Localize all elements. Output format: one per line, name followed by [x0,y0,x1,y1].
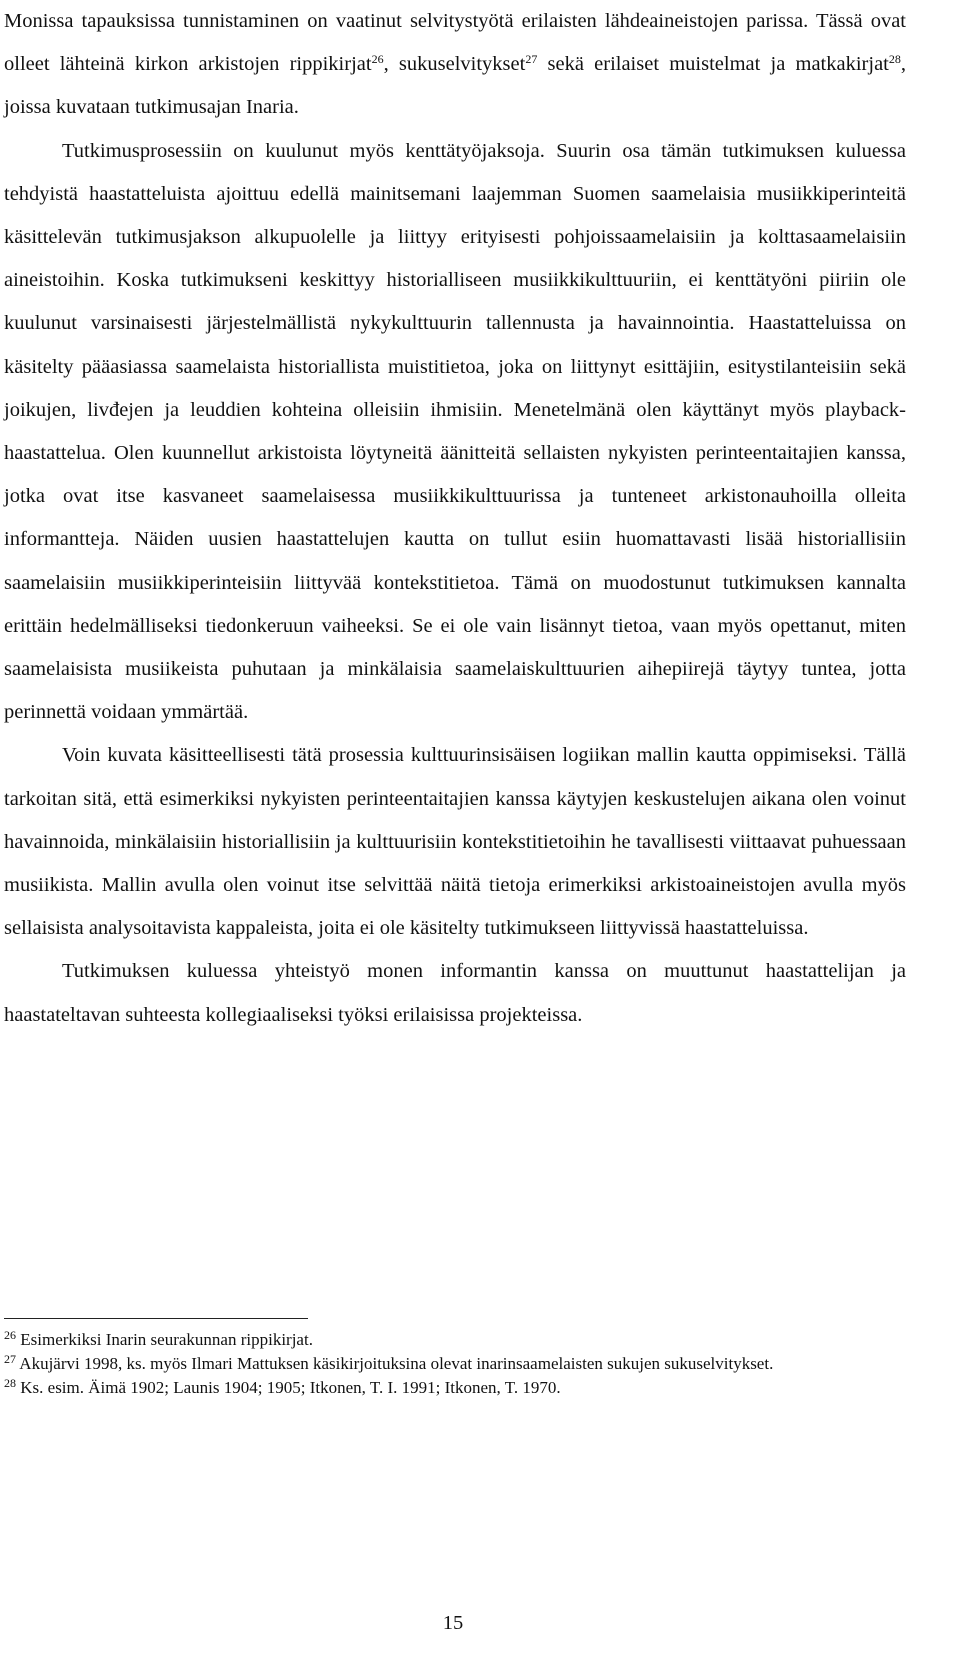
footnote-text: Esimerkiksi Inarin seurakunnan rippikirjat. [16,1330,313,1349]
page-number: 15 [442,1612,464,1634]
footnote-ref-27: 27 [525,52,538,67]
footnote-ref-28: 28 [888,52,901,67]
footnote-text: Akujärvi 1998, ks. myös Ilmari Mattuksen käsikirjoituksina olevat inarinsaamelaisten sukujen sukuselvitykset. [16,1354,774,1373]
paragraph-1-text-c: sekä erilaiset muistelmat ja matkakirjat [537,53,889,76]
footnote-26 [4,1328,906,1352]
paragraph-4: Tutkimuksen kuluessa yhteistyö monen informantin kanssa on muuttunut haastattelijan ja haastateltavan suhteesta kollegiaaliseksi työksi erilaisissa projekteissa. [4,960,906,1026]
paragraph-1 [4,0,906,130]
paragraph-1-text-a: Monissa tapauksissa tunnistaminen on vaatinut selvitystyötä erilaisten lähdeaineistojen parissa. Tässä ovat olleet lähteinä kirkon arkistojen rippikirjat [4,10,906,76]
body-text [4,0,906,1037]
footnote-number: 27 [4,1352,16,1366]
footnote-27 [4,1352,906,1376]
footnote-ref-26: 26 [371,52,384,67]
paragraph-3: Voin kuvata käsitteellisesti tätä prosessia kulttuurinsisäisen logiikan mallin kautta oppimiseksi. Tällä tarkoitan sitä, että esimerkiksi nykyisten perinteentaitajien kanssa käytyjen keskustelujen aikana olen voinut havainnoida, minkälaisiin historiallisiin ja kulttuurisiin kontekstitietoihin he tavallisesti viittaavat puhuessaan musiikista. Mallin avulla olen voinut itse selvittää näitä tietoja erimerkiksi arkistoaineistojen avulla myös sellaisista analysoitavista kappaleista, joita ei ole käsitelty tutkimukseen liittyvissä haastatteluissa. [4,744,906,940]
footnote-number: 26 [4,1328,16,1342]
footnote-separator [4,1318,308,1319]
footnote-text: Ks. esim. Äimä 1902; Launis 1904; 1905; Itkonen, T. I. 1991; Itkonen, T. 1970. [16,1378,561,1397]
footnote-number: 28 [4,1376,16,1390]
footnotes [4,1328,906,1400]
paragraph-1-text-d: , joissa kuvataan tutkimusajan Inaria. [4,53,906,119]
footnote-28 [4,1376,906,1400]
paragraph-2: Tutkimusprosessiin on kuulunut myös kenttätyöjaksoja. Suurin osa tämän tutkimuksen kuluessa tehdyistä haastatteluista ajoittuu edellä mainitsemani laajemman Suomen saamelaisia musiikkiperinteitä käsittelevän tutkimusjakson alkupuolelle ja liittyy erityisesti pohjoissaamelaisiin ja kolttasaamelaisiin aineistoihin. Koska tutkimukseni keskittyy historialliseen musiikkikulttuuriin, ei kenttätyöni piiriin ole kuulunut varsinaisesti järjestelmällistä nykykulttuurin tallennusta ja havainnointia. Haastatteluissa on käsitelty pääasiassa saamelaista historiallista muistitietoa, joka on liittynyt esittäjiin, esitystilanteisiin sekä joikujen, livđejen ja leuddien kohteina olleisiin ihmisiin. Menetelmänä olen käyttänyt myös playback-haastattelua. Olen kuunnellut arkistoista löytyneitä äänitteitä sellaisten nykyisten perinteentaitajien kanssa, jotka ovat itse kasvaneet saamelaisessa musiikkikulttuurissa ja tunteneet arkistonauhoilla olleita informantteja. Näiden uusien haastattelujen kautta on tullut esiin huomattavasti lisää historiallisiin saamelaisiin musiikkiperinteisiin liittyvää kontekstitietoa. Tämä on muodostunut tutkimuksen kannalta erittäin hedelmälliseksi tiedonkeruun vaiheeksi. Se ei ole vain lisännyt tietoa, vaan myös opettanut, miten saamelaisista musiikeista puhutaan ja minkälaisia saamelaiskulttuurien aihepiirejä täytyy tuntea, jotta perinnettä voidaan ymmärtää. [4,139,906,724]
paragraph-1-text-b: , sukuselvitykset [383,53,526,76]
